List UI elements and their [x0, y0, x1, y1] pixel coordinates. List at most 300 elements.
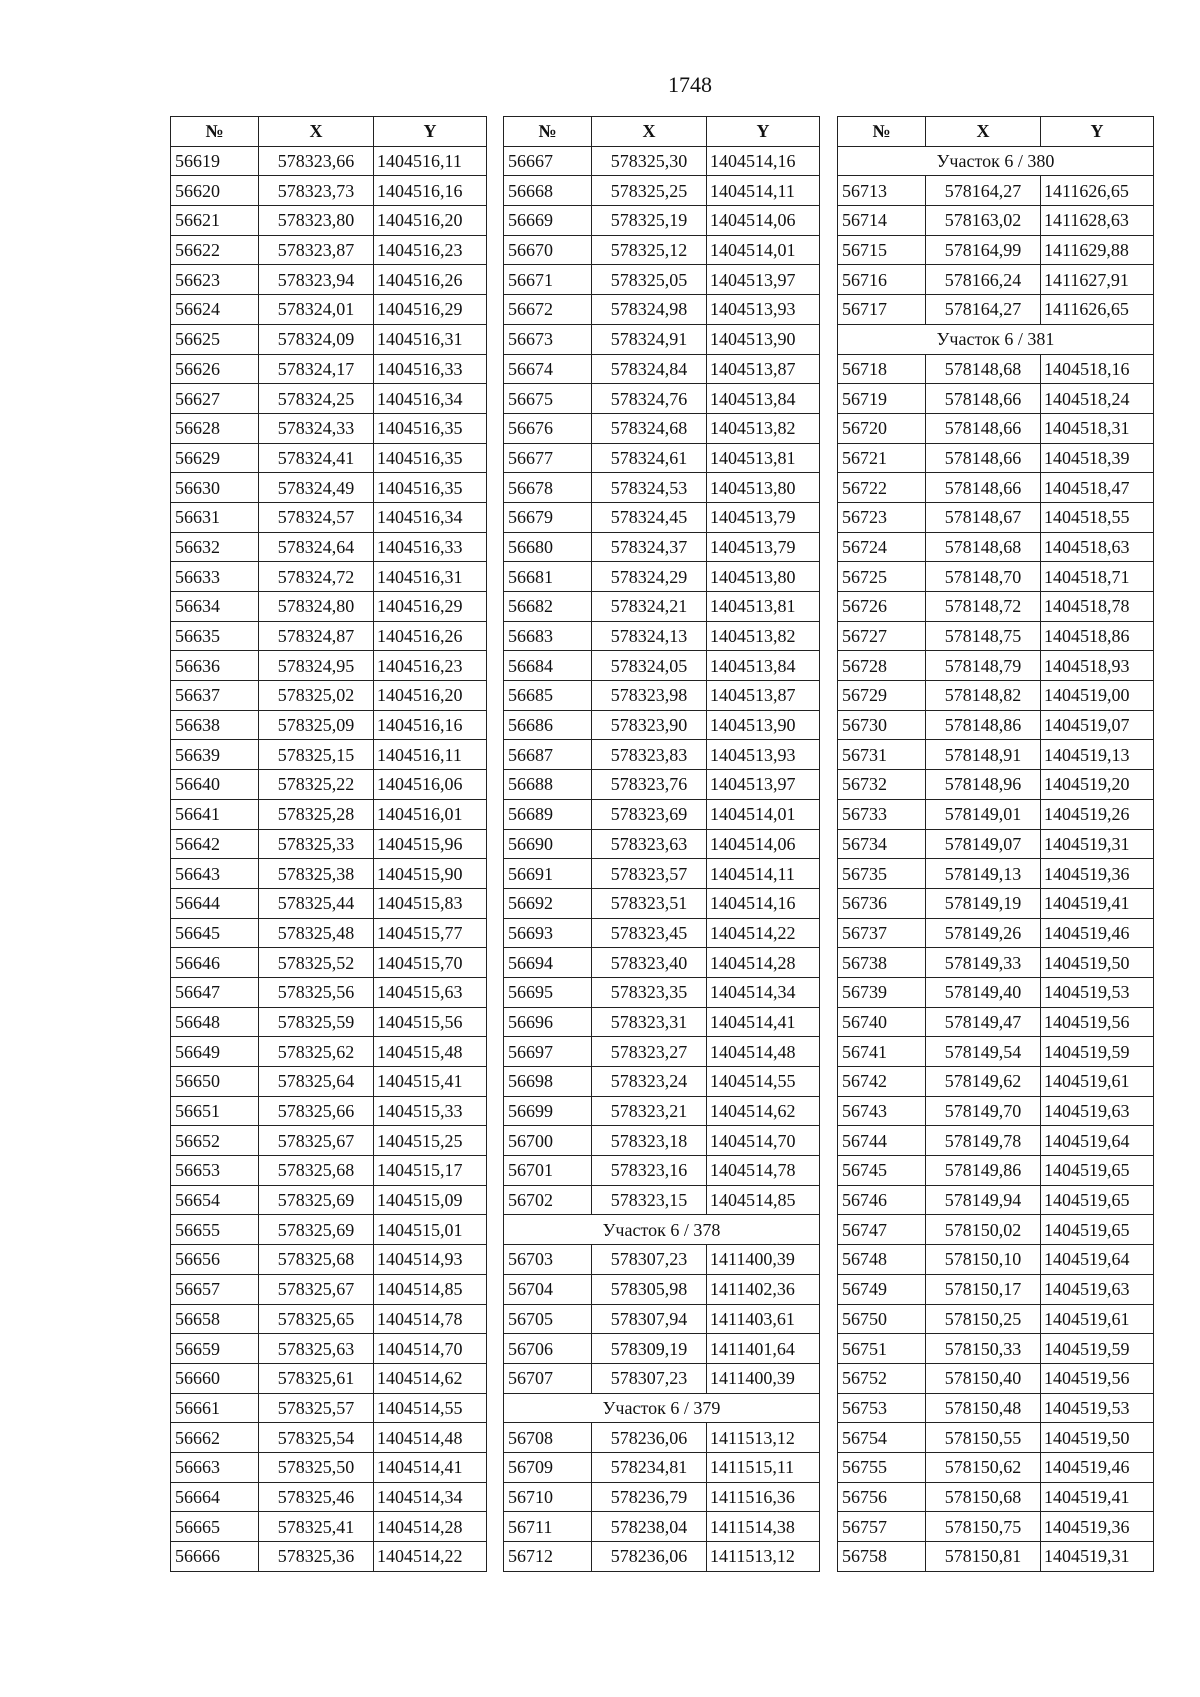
y-coordinate: 1404516,06	[374, 770, 487, 800]
point-number: 56738	[838, 948, 926, 978]
table-row	[838, 1156, 1154, 1186]
y-coordinate: 1404513,97	[707, 770, 820, 800]
x-coordinate: 578324,98	[592, 295, 707, 325]
point-number: 56756	[838, 1482, 926, 1512]
table-row	[504, 443, 820, 473]
y-coordinate: 1404519,53	[1041, 977, 1154, 1007]
x-coordinate: 578148,66	[926, 443, 1041, 473]
point-number: 56678	[504, 473, 592, 503]
y-coordinate: 1411626,65	[1041, 295, 1154, 325]
table-row	[171, 1274, 487, 1304]
point-number: 56671	[504, 265, 592, 295]
x-coordinate: 578236,06	[592, 1423, 707, 1453]
point-number: 56754	[838, 1423, 926, 1453]
table-row	[504, 799, 820, 829]
x-coordinate: 578325,64	[259, 1067, 374, 1097]
x-coordinate: 578324,33	[259, 413, 374, 443]
point-number: 56722	[838, 473, 926, 503]
y-coordinate: 1404515,09	[374, 1185, 487, 1215]
table-row	[171, 1423, 487, 1453]
table-row	[838, 176, 1154, 206]
table-row	[504, 1037, 820, 1067]
point-number: 56654	[171, 1185, 259, 1215]
x-coordinate: 578150,48	[926, 1393, 1041, 1423]
y-coordinate: 1404516,29	[374, 295, 487, 325]
point-number: 56741	[838, 1037, 926, 1067]
y-coordinate: 1404519,20	[1041, 770, 1154, 800]
point-number: 56641	[171, 799, 259, 829]
x-coordinate: 578325,52	[259, 948, 374, 978]
point-number: 56625	[171, 324, 259, 354]
point-number: 56665	[171, 1512, 259, 1542]
point-number: 56699	[504, 1096, 592, 1126]
x-coordinate: 578324,64	[259, 532, 374, 562]
header-x: X	[926, 117, 1041, 147]
table-row	[504, 710, 820, 740]
y-coordinate: 1404516,35	[374, 473, 487, 503]
point-number: 56666	[171, 1542, 259, 1572]
table-row	[504, 977, 820, 1007]
point-number: 56628	[171, 413, 259, 443]
table-row	[838, 1363, 1154, 1393]
x-coordinate: 578149,26	[926, 918, 1041, 948]
y-coordinate: 1411513,12	[707, 1423, 820, 1453]
y-coordinate: 1404519,00	[1041, 681, 1154, 711]
x-coordinate: 578325,68	[259, 1156, 374, 1186]
point-number: 56728	[838, 651, 926, 681]
point-number: 56646	[171, 948, 259, 978]
y-coordinate: 1411516,36	[707, 1482, 820, 1512]
point-number: 56718	[838, 354, 926, 384]
table-row	[504, 295, 820, 325]
y-coordinate: 1404515,41	[374, 1067, 487, 1097]
x-coordinate: 578166,24	[926, 265, 1041, 295]
point-number: 56649	[171, 1037, 259, 1067]
table-row	[838, 473, 1154, 503]
y-coordinate: 1404519,59	[1041, 1334, 1154, 1364]
point-number: 56744	[838, 1126, 926, 1156]
table-row	[838, 681, 1154, 711]
x-coordinate: 578324,25	[259, 384, 374, 414]
table-row	[504, 502, 820, 532]
x-coordinate: 578324,37	[592, 532, 707, 562]
table-row	[504, 651, 820, 681]
table-row	[838, 1334, 1154, 1364]
y-coordinate: 1404518,78	[1041, 592, 1154, 622]
point-number: 56636	[171, 651, 259, 681]
y-coordinate: 1404519,63	[1041, 1274, 1154, 1304]
point-number: 56705	[504, 1304, 592, 1334]
x-coordinate: 578150,40	[926, 1363, 1041, 1393]
y-coordinate: 1404514,55	[707, 1067, 820, 1097]
x-coordinate: 578305,98	[592, 1274, 707, 1304]
point-number: 56639	[171, 740, 259, 770]
point-number: 56758	[838, 1542, 926, 1572]
point-number: 56691	[504, 859, 592, 889]
header-y: Y	[1041, 117, 1154, 147]
y-coordinate: 1404516,26	[374, 265, 487, 295]
table-row	[504, 1067, 820, 1097]
point-number: 56620	[171, 176, 259, 206]
header-x: X	[259, 117, 374, 147]
table-row	[838, 1067, 1154, 1097]
table-row	[504, 176, 820, 206]
point-number: 56714	[838, 206, 926, 236]
table-row	[171, 829, 487, 859]
point-number: 56670	[504, 235, 592, 265]
x-coordinate: 578148,66	[926, 384, 1041, 414]
y-coordinate: 1404513,90	[707, 324, 820, 354]
table-row	[171, 1096, 487, 1126]
x-coordinate: 578325,09	[259, 710, 374, 740]
point-number: 56664	[171, 1482, 259, 1512]
x-coordinate: 578324,29	[592, 562, 707, 592]
x-coordinate: 578325,61	[259, 1363, 374, 1393]
x-coordinate: 578324,01	[259, 295, 374, 325]
point-number: 56679	[504, 502, 592, 532]
y-coordinate: 1404516,31	[374, 324, 487, 354]
table-row	[171, 1037, 487, 1067]
x-coordinate: 578325,38	[259, 859, 374, 889]
point-number: 56739	[838, 977, 926, 1007]
table-row	[504, 1185, 820, 1215]
y-coordinate: 1404514,48	[707, 1037, 820, 1067]
point-number: 56721	[838, 443, 926, 473]
y-coordinate: 1404519,13	[1041, 740, 1154, 770]
x-coordinate: 578324,41	[259, 443, 374, 473]
y-coordinate: 1404519,36	[1041, 1512, 1154, 1542]
x-coordinate: 578150,33	[926, 1334, 1041, 1364]
point-number: 56677	[504, 443, 592, 473]
y-coordinate: 1411514,38	[707, 1512, 820, 1542]
table-row	[171, 1007, 487, 1037]
point-number: 56634	[171, 592, 259, 622]
point-number: 56708	[504, 1423, 592, 1453]
y-coordinate: 1404519,26	[1041, 799, 1154, 829]
y-coordinate: 1404514,55	[374, 1393, 487, 1423]
y-coordinate: 1404513,80	[707, 562, 820, 592]
point-number: 56638	[171, 710, 259, 740]
table-row	[504, 829, 820, 859]
point-number: 56701	[504, 1156, 592, 1186]
point-number: 56692	[504, 888, 592, 918]
point-number: 56745	[838, 1156, 926, 1186]
point-number: 56689	[504, 799, 592, 829]
y-coordinate: 1404514,62	[707, 1096, 820, 1126]
point-number: 56655	[171, 1215, 259, 1245]
table-row	[838, 443, 1154, 473]
y-coordinate: 1411629,88	[1041, 235, 1154, 265]
table-row	[171, 235, 487, 265]
point-number: 56661	[171, 1393, 259, 1423]
y-coordinate: 1404513,84	[707, 384, 820, 414]
table-row	[838, 1274, 1154, 1304]
point-number: 56752	[838, 1363, 926, 1393]
table-row	[171, 1512, 487, 1542]
table-row	[838, 1215, 1154, 1245]
x-coordinate: 578149,70	[926, 1096, 1041, 1126]
x-coordinate: 578148,70	[926, 562, 1041, 592]
table-row	[171, 888, 487, 918]
point-number: 56642	[171, 829, 259, 859]
x-coordinate: 578324,84	[592, 354, 707, 384]
point-number: 56653	[171, 1156, 259, 1186]
x-coordinate: 578323,83	[592, 740, 707, 770]
point-number: 56734	[838, 829, 926, 859]
table-row	[171, 1126, 487, 1156]
y-coordinate: 1404516,33	[374, 354, 487, 384]
y-coordinate: 1404513,81	[707, 443, 820, 473]
y-coordinate: 1404513,93	[707, 295, 820, 325]
y-coordinate: 1411626,65	[1041, 176, 1154, 206]
x-coordinate: 578324,72	[259, 562, 374, 592]
y-coordinate: 1404519,31	[1041, 1542, 1154, 1572]
x-coordinate: 578149,19	[926, 888, 1041, 918]
table-row	[838, 1007, 1154, 1037]
y-coordinate: 1404514,22	[374, 1542, 487, 1572]
y-coordinate: 1404514,16	[707, 888, 820, 918]
point-number: 56755	[838, 1452, 926, 1482]
y-coordinate: 1404519,46	[1041, 918, 1154, 948]
table-row	[838, 354, 1154, 384]
y-coordinate: 1404515,63	[374, 977, 487, 1007]
y-coordinate: 1404515,96	[374, 829, 487, 859]
x-coordinate: 578325,56	[259, 977, 374, 1007]
y-coordinate: 1404519,59	[1041, 1037, 1154, 1067]
x-coordinate: 578149,78	[926, 1126, 1041, 1156]
x-coordinate: 578325,25	[592, 176, 707, 206]
y-coordinate: 1404519,46	[1041, 1452, 1154, 1482]
point-number: 56621	[171, 206, 259, 236]
table-row	[838, 413, 1154, 443]
point-number: 56715	[838, 235, 926, 265]
table-row	[838, 1126, 1154, 1156]
table-row	[504, 681, 820, 711]
y-coordinate: 1404518,86	[1041, 621, 1154, 651]
y-coordinate: 1404513,82	[707, 413, 820, 443]
point-number: 56702	[504, 1185, 592, 1215]
x-coordinate: 578324,87	[259, 621, 374, 651]
y-coordinate: 1404519,07	[1041, 710, 1154, 740]
table-row	[838, 1512, 1154, 1542]
x-coordinate: 578149,47	[926, 1007, 1041, 1037]
y-coordinate: 1404515,33	[374, 1096, 487, 1126]
point-number: 56635	[171, 621, 259, 651]
y-coordinate: 1404514,41	[374, 1452, 487, 1482]
table-row	[838, 265, 1154, 295]
table-row	[504, 1245, 820, 1275]
x-coordinate: 578324,09	[259, 324, 374, 354]
table-row	[838, 592, 1154, 622]
x-coordinate: 578325,67	[259, 1274, 374, 1304]
y-coordinate: 1404513,87	[707, 681, 820, 711]
y-coordinate: 1404513,80	[707, 473, 820, 503]
y-coordinate: 1404516,26	[374, 621, 487, 651]
table-row	[838, 1542, 1154, 1572]
table-row	[504, 1482, 820, 1512]
table-row	[838, 206, 1154, 236]
x-coordinate: 578149,40	[926, 977, 1041, 1007]
table-row	[171, 265, 487, 295]
table-row	[171, 1156, 487, 1186]
point-number: 56731	[838, 740, 926, 770]
table-row	[504, 1542, 820, 1572]
point-number: 56698	[504, 1067, 592, 1097]
x-coordinate: 578323,21	[592, 1096, 707, 1126]
x-coordinate: 578323,18	[592, 1126, 707, 1156]
point-number: 56650	[171, 1067, 259, 1097]
y-coordinate: 1404519,64	[1041, 1245, 1154, 1275]
y-coordinate: 1404515,25	[374, 1126, 487, 1156]
table-row	[504, 1512, 820, 1542]
coordinates-table-right	[837, 116, 1154, 1572]
point-number: 56659	[171, 1334, 259, 1364]
y-coordinate: 1404516,33	[374, 532, 487, 562]
table-row	[838, 977, 1154, 1007]
y-coordinate: 1404515,01	[374, 1215, 487, 1245]
y-coordinate: 1404516,23	[374, 651, 487, 681]
point-number: 56682	[504, 592, 592, 622]
table-row	[504, 948, 820, 978]
x-coordinate: 578325,57	[259, 1393, 374, 1423]
x-coordinate: 578323,24	[592, 1067, 707, 1097]
point-number: 56713	[838, 176, 926, 206]
x-coordinate: 578323,73	[259, 176, 374, 206]
table-row	[171, 1542, 487, 1572]
y-coordinate: 1404514,70	[707, 1126, 820, 1156]
y-coordinate: 1404518,47	[1041, 473, 1154, 503]
x-coordinate: 578325,68	[259, 1245, 374, 1275]
table-row	[171, 384, 487, 414]
table-row	[171, 1215, 487, 1245]
point-number: 56694	[504, 948, 592, 978]
table-row	[504, 1007, 820, 1037]
x-coordinate: 578323,16	[592, 1156, 707, 1186]
table-row	[504, 146, 820, 176]
x-coordinate: 578163,02	[926, 206, 1041, 236]
table-row	[171, 502, 487, 532]
table-row	[171, 681, 487, 711]
point-number: 56633	[171, 562, 259, 592]
point-number: 56627	[171, 384, 259, 414]
coordinates-table-left	[170, 116, 487, 1572]
point-number: 56730	[838, 710, 926, 740]
table-row	[838, 1037, 1154, 1067]
y-coordinate: 1404514,34	[707, 977, 820, 1007]
table-row	[504, 562, 820, 592]
y-coordinate: 1411628,63	[1041, 206, 1154, 236]
table-row	[171, 710, 487, 740]
point-number: 56680	[504, 532, 592, 562]
point-number: 56693	[504, 918, 592, 948]
table-row	[171, 443, 487, 473]
point-number: 56750	[838, 1304, 926, 1334]
y-coordinate: 1404514,93	[374, 1245, 487, 1275]
y-coordinate: 1404519,56	[1041, 1007, 1154, 1037]
x-coordinate: 578324,53	[592, 473, 707, 503]
table-row	[838, 859, 1154, 889]
table-row	[838, 1393, 1154, 1423]
x-coordinate: 578324,76	[592, 384, 707, 414]
section-row	[504, 1393, 820, 1423]
point-number: 56696	[504, 1007, 592, 1037]
y-coordinate: 1404514,85	[707, 1185, 820, 1215]
point-number: 56651	[171, 1096, 259, 1126]
x-coordinate: 578325,12	[592, 235, 707, 265]
x-coordinate: 578323,51	[592, 888, 707, 918]
table-row	[171, 324, 487, 354]
x-coordinate: 578148,79	[926, 651, 1041, 681]
point-number: 56695	[504, 977, 592, 1007]
y-coordinate: 1404516,29	[374, 592, 487, 622]
y-coordinate: 1404518,31	[1041, 413, 1154, 443]
y-coordinate: 1404518,93	[1041, 651, 1154, 681]
y-coordinate: 1404515,77	[374, 918, 487, 948]
point-number: 56712	[504, 1542, 592, 1572]
x-coordinate: 578149,86	[926, 1156, 1041, 1186]
y-coordinate: 1404515,90	[374, 859, 487, 889]
y-coordinate: 1404519,36	[1041, 859, 1154, 889]
point-number: 56736	[838, 888, 926, 918]
point-number: 56737	[838, 918, 926, 948]
x-coordinate: 578148,96	[926, 770, 1041, 800]
x-coordinate: 578325,22	[259, 770, 374, 800]
x-coordinate: 578149,33	[926, 948, 1041, 978]
table-row	[504, 740, 820, 770]
x-coordinate: 578323,87	[259, 235, 374, 265]
x-coordinate: 578149,07	[926, 829, 1041, 859]
x-coordinate: 578325,66	[259, 1096, 374, 1126]
table-row	[504, 265, 820, 295]
x-coordinate: 578148,82	[926, 681, 1041, 711]
point-number: 56637	[171, 681, 259, 711]
y-coordinate: 1404515,17	[374, 1156, 487, 1186]
page-number: 1748	[668, 72, 712, 97]
x-coordinate: 578325,33	[259, 829, 374, 859]
point-number: 56667	[504, 146, 592, 176]
x-coordinate: 578323,94	[259, 265, 374, 295]
x-coordinate: 578323,40	[592, 948, 707, 978]
point-number: 56684	[504, 651, 592, 681]
y-coordinate: 1404514,11	[707, 176, 820, 206]
table-row	[504, 1423, 820, 1453]
y-coordinate: 1404514,22	[707, 918, 820, 948]
y-coordinate: 1411515,11	[707, 1452, 820, 1482]
x-coordinate: 578324,91	[592, 324, 707, 354]
y-coordinate: 1404513,81	[707, 592, 820, 622]
point-number: 56656	[171, 1245, 259, 1275]
y-coordinate: 1404513,87	[707, 354, 820, 384]
y-coordinate: 1404515,48	[374, 1037, 487, 1067]
point-number: 56657	[171, 1274, 259, 1304]
y-coordinate: 1404519,31	[1041, 829, 1154, 859]
table-row	[504, 354, 820, 384]
y-coordinate: 1404514,48	[374, 1423, 487, 1453]
point-number: 56630	[171, 473, 259, 503]
x-coordinate: 578325,59	[259, 1007, 374, 1037]
point-number: 56626	[171, 354, 259, 384]
point-number: 56753	[838, 1393, 926, 1423]
y-coordinate: 1404516,20	[374, 681, 487, 711]
y-coordinate: 1404516,35	[374, 443, 487, 473]
x-coordinate: 578324,45	[592, 502, 707, 532]
x-coordinate: 578325,67	[259, 1126, 374, 1156]
section-row	[504, 1215, 820, 1245]
table-row	[171, 770, 487, 800]
table-row	[504, 384, 820, 414]
x-coordinate: 578149,54	[926, 1037, 1041, 1067]
table-header-row	[838, 117, 1154, 147]
